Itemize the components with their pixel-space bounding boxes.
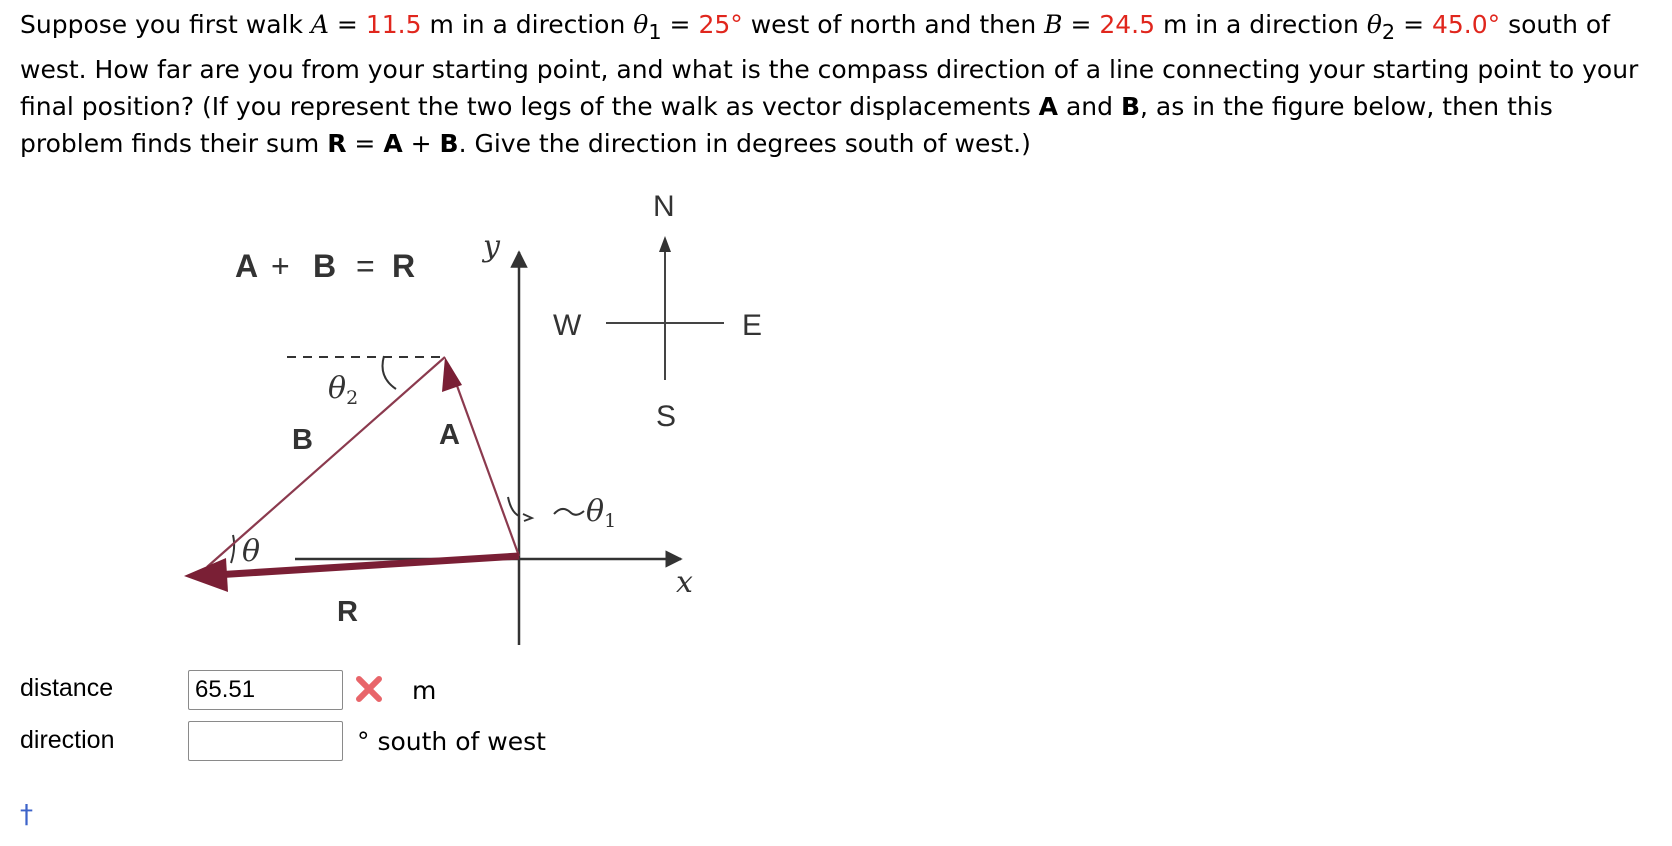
vector-r-label: R (337, 596, 358, 628)
distance-input[interactable] (188, 670, 343, 710)
vector-b-label: B (292, 424, 313, 456)
equation-plus: + (271, 248, 290, 284)
distance-unit: m (412, 676, 437, 705)
compass-south-label: S (656, 400, 677, 433)
theta1-label: $\theta_1$ (586, 494, 617, 532)
theta1-arc (508, 497, 519, 516)
question-text: Suppose you first walk A = 11.5 m in a direction $\theta_1 = 25^\circ$ west of north and then B = 24.5 m in a direction $\theta_2 = 45.0^\circ$ south of west. How far are you from your starting point, and what is the compass direction of a line connecting your starting point to your final position? (If you represent the two legs of the walk as vector displacements A and B, as in the figure below, then this problem finds their sum R = A + B. Give the direction in degrees south of west.) (20, 10, 1639, 158)
direction-unit: ° south of west (357, 727, 546, 756)
given-theta2-value: 45.0° (1431, 10, 1501, 39)
footnote-dagger-link[interactable]: † (20, 800, 33, 830)
given-a-value: 11.5 (365, 10, 422, 39)
compass-rose (553, 190, 762, 433)
equation-a: A (235, 248, 259, 284)
equation-b: B (313, 248, 337, 284)
compass-north-arrow (659, 236, 671, 252)
theta-label: θ (242, 534, 261, 569)
variable-b: B (1044, 10, 1063, 39)
variable-a: A (310, 10, 329, 39)
compass-west-label: W (553, 309, 582, 342)
theta2-arc (383, 356, 397, 389)
compass-north-label: N (653, 190, 675, 223)
theta1-tick (523, 514, 532, 521)
sum-equation (235, 248, 415, 284)
incorrect-x-icon (354, 674, 384, 704)
compass-east-label: E (742, 309, 763, 342)
vector-a-arrowhead (442, 357, 462, 392)
y-axis-label: y (483, 229, 500, 264)
vector-b-line (207, 357, 445, 567)
given-theta1-value: 25° (698, 10, 743, 39)
theta1-leader (554, 509, 584, 515)
equation-r: R (392, 248, 416, 284)
x-axis-label: x (676, 565, 693, 600)
direction-input[interactable] (188, 721, 343, 761)
given-b-value: 24.5 (1099, 10, 1156, 39)
theta2-label: $\theta_2$ (328, 371, 359, 409)
vector-a-line (452, 372, 519, 556)
vector-r-arrowhead (184, 558, 228, 592)
vector-a-label: A (439, 419, 460, 451)
theta-arc (231, 535, 234, 563)
equation-equals: = (356, 248, 375, 284)
direction-label: direction (20, 726, 115, 754)
distance-label: distance (20, 674, 114, 702)
